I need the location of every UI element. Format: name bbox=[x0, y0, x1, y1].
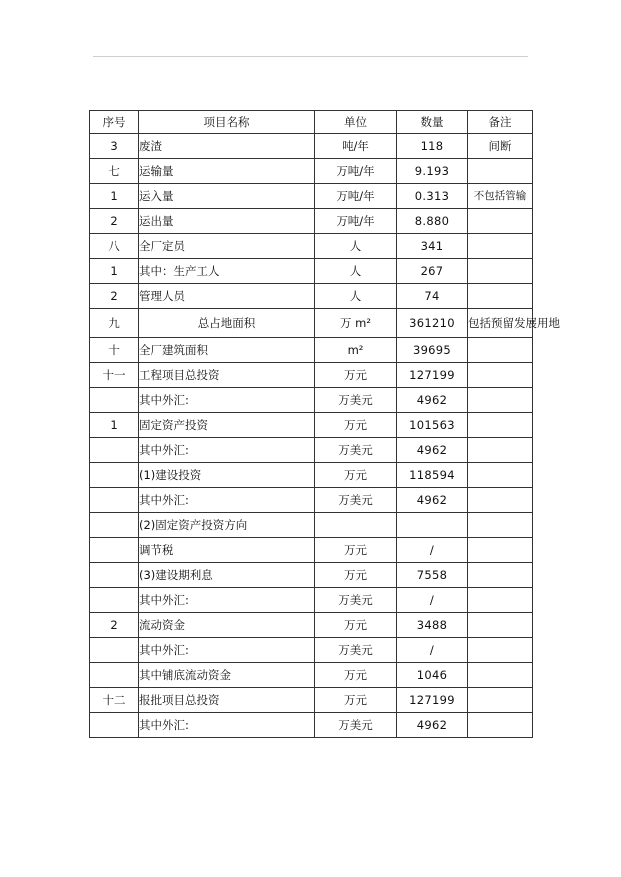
table-row bbox=[90, 438, 533, 463]
cell-note bbox=[468, 588, 533, 613]
cell-unit: 万元 bbox=[315, 663, 397, 688]
table-row bbox=[90, 338, 533, 363]
table-row bbox=[90, 309, 533, 338]
cell-seq bbox=[90, 463, 139, 488]
cell-seq: 十 bbox=[90, 338, 139, 363]
cell-unit: 万美元 bbox=[315, 388, 397, 413]
cell-qty: 39695 bbox=[397, 338, 468, 363]
cell-qty: 101563 bbox=[397, 413, 468, 438]
table-row bbox=[90, 538, 533, 563]
cell-unit: m² bbox=[315, 338, 397, 363]
table-row bbox=[90, 638, 533, 663]
cell-note bbox=[468, 563, 533, 588]
cell-seq: 1 bbox=[90, 259, 139, 284]
cell-name: (3)建设期利息 bbox=[139, 563, 315, 588]
cell-qty: 118594 bbox=[397, 463, 468, 488]
cell-unit: 万元 bbox=[315, 613, 397, 638]
cell-note: 包括预留发展用地 bbox=[468, 309, 533, 338]
cell-note bbox=[468, 613, 533, 638]
cell-qty: 4962 bbox=[397, 488, 468, 513]
cell-note bbox=[468, 363, 533, 388]
cell-seq: 3 bbox=[90, 134, 139, 159]
cell-note bbox=[468, 713, 533, 738]
cell-note bbox=[468, 209, 533, 234]
cell-qty: 267 bbox=[397, 259, 468, 284]
cell-unit: 万吨/年 bbox=[315, 184, 397, 209]
cell-unit: 人 bbox=[315, 259, 397, 284]
table-row bbox=[90, 209, 533, 234]
cell-name: 其中外汇: bbox=[139, 713, 315, 738]
table-row bbox=[90, 259, 533, 284]
table-row bbox=[90, 563, 533, 588]
table-row bbox=[90, 513, 533, 538]
cell-seq bbox=[90, 513, 139, 538]
table-row bbox=[90, 588, 533, 613]
cell-qty: 127199 bbox=[397, 363, 468, 388]
cell-qty: 74 bbox=[397, 284, 468, 309]
cell-name: 其中外汇: bbox=[139, 588, 315, 613]
cell-unit: 万美元 bbox=[315, 488, 397, 513]
cell-seq: 2 bbox=[90, 284, 139, 309]
cell-seq bbox=[90, 538, 139, 563]
cell-note bbox=[468, 284, 533, 309]
cell-seq bbox=[90, 388, 139, 413]
header-unit: 单位 bbox=[315, 111, 397, 134]
cell-qty: 3488 bbox=[397, 613, 468, 638]
cell-seq: 十二 bbox=[90, 688, 139, 713]
cell-qty bbox=[397, 513, 468, 538]
cell-note bbox=[468, 438, 533, 463]
cell-seq: 1 bbox=[90, 413, 139, 438]
cell-note bbox=[468, 234, 533, 259]
cell-note bbox=[468, 488, 533, 513]
cell-name: 运入量 bbox=[139, 184, 315, 209]
table-row bbox=[90, 488, 533, 513]
cell-qty: 4962 bbox=[397, 438, 468, 463]
cell-name: 运输量 bbox=[139, 159, 315, 184]
cell-unit: 万吨/年 bbox=[315, 209, 397, 234]
cell-name: 其中外汇: bbox=[139, 488, 315, 513]
cell-unit: 人 bbox=[315, 284, 397, 309]
cell-seq: 七 bbox=[90, 159, 139, 184]
cell-name: 其中外汇: bbox=[139, 438, 315, 463]
cell-note bbox=[468, 463, 533, 488]
cell-note bbox=[468, 259, 533, 284]
cell-unit: 万美元 bbox=[315, 588, 397, 613]
table-row bbox=[90, 413, 533, 438]
cell-qty: / bbox=[397, 638, 468, 663]
cell-name: 工程项目总投资 bbox=[139, 363, 315, 388]
table-row bbox=[90, 388, 533, 413]
cell-note bbox=[468, 388, 533, 413]
cell-seq bbox=[90, 663, 139, 688]
cell-note bbox=[468, 338, 533, 363]
cell-note bbox=[468, 413, 533, 438]
cell-note bbox=[468, 538, 533, 563]
table-row bbox=[90, 159, 533, 184]
cell-qty: 4962 bbox=[397, 713, 468, 738]
cell-seq bbox=[90, 438, 139, 463]
cell-qty: 127199 bbox=[397, 688, 468, 713]
table-row bbox=[90, 234, 533, 259]
header-qty: 数量 bbox=[397, 111, 468, 134]
header-note: 备注 bbox=[468, 111, 533, 134]
cell-name: 调节税 bbox=[139, 538, 315, 563]
cell-name: 其中外汇: bbox=[139, 388, 315, 413]
cell-name: 流动资金 bbox=[139, 613, 315, 638]
cell-seq bbox=[90, 588, 139, 613]
cell-name: 废渣 bbox=[139, 134, 315, 159]
cell-unit: 万元 bbox=[315, 538, 397, 563]
cell-seq bbox=[90, 488, 139, 513]
cell-qty: 0.313 bbox=[397, 184, 468, 209]
cell-qty: 361210 bbox=[397, 309, 468, 338]
cell-note: 不包括管输 bbox=[468, 184, 533, 209]
cell-seq: 八 bbox=[90, 234, 139, 259]
table-header-row bbox=[90, 111, 533, 134]
cell-name: 其中铺底流动资金 bbox=[139, 663, 315, 688]
cell-name: 管理人员 bbox=[139, 284, 315, 309]
cell-seq: 九 bbox=[90, 309, 139, 338]
cell-qty: 1046 bbox=[397, 663, 468, 688]
cell-unit: 万元 bbox=[315, 688, 397, 713]
table-row bbox=[90, 663, 533, 688]
cell-unit: 万元 bbox=[315, 563, 397, 588]
table-row bbox=[90, 134, 533, 159]
cell-seq: 2 bbox=[90, 209, 139, 234]
cell-unit: 万吨/年 bbox=[315, 159, 397, 184]
cell-unit: 万元 bbox=[315, 463, 397, 488]
cell-unit: 万美元 bbox=[315, 713, 397, 738]
cell-note: 间断 bbox=[468, 134, 533, 159]
cell-unit: 万美元 bbox=[315, 438, 397, 463]
cell-seq bbox=[90, 713, 139, 738]
table-row bbox=[90, 184, 533, 209]
cell-note bbox=[468, 513, 533, 538]
cell-seq bbox=[90, 563, 139, 588]
cell-name: (2)固定资产投资方向 bbox=[139, 513, 315, 538]
cell-name: 报批项目总投资 bbox=[139, 688, 315, 713]
cell-name: (1)建设投资 bbox=[139, 463, 315, 488]
cell-name: 全厂定员 bbox=[139, 234, 315, 259]
header-name: 项目名称 bbox=[139, 111, 315, 134]
cell-note bbox=[468, 638, 533, 663]
cell-qty: 341 bbox=[397, 234, 468, 259]
cell-unit: 吨/年 bbox=[315, 134, 397, 159]
header-seq: 序号 bbox=[90, 111, 139, 134]
table-row bbox=[90, 713, 533, 738]
cell-seq bbox=[90, 638, 139, 663]
cell-qty: 9.193 bbox=[397, 159, 468, 184]
cell-name: 固定资产投资 bbox=[139, 413, 315, 438]
table-row bbox=[90, 463, 533, 488]
cell-name: 总占地面积 bbox=[139, 309, 315, 338]
cell-qty: / bbox=[397, 588, 468, 613]
cell-unit: 万美元 bbox=[315, 638, 397, 663]
cell-seq: 十一 bbox=[90, 363, 139, 388]
data-table bbox=[89, 110, 560, 738]
cell-qty: 8.880 bbox=[397, 209, 468, 234]
cell-note bbox=[468, 663, 533, 688]
cell-unit: 万元 bbox=[315, 363, 397, 388]
cell-unit: 万元 bbox=[315, 413, 397, 438]
cell-name: 运出量 bbox=[139, 209, 315, 234]
cell-name: 其中：生产工人 bbox=[139, 259, 315, 284]
cell-note bbox=[468, 159, 533, 184]
cell-qty: / bbox=[397, 538, 468, 563]
table-row bbox=[90, 613, 533, 638]
table-row bbox=[90, 363, 533, 388]
cell-unit bbox=[315, 513, 397, 538]
cell-name: 其中外汇: bbox=[139, 638, 315, 663]
header-rule bbox=[93, 56, 528, 57]
table-row bbox=[90, 284, 533, 309]
cell-qty: 7558 bbox=[397, 563, 468, 588]
cell-unit: 人 bbox=[315, 234, 397, 259]
table-row bbox=[90, 688, 533, 713]
cell-seq: 1 bbox=[90, 184, 139, 209]
cell-qty: 118 bbox=[397, 134, 468, 159]
cell-unit: 万 m² bbox=[315, 309, 397, 338]
cell-note bbox=[468, 688, 533, 713]
cell-name: 全厂建筑面积 bbox=[139, 338, 315, 363]
cell-seq: 2 bbox=[90, 613, 139, 638]
cell-qty: 4962 bbox=[397, 388, 468, 413]
